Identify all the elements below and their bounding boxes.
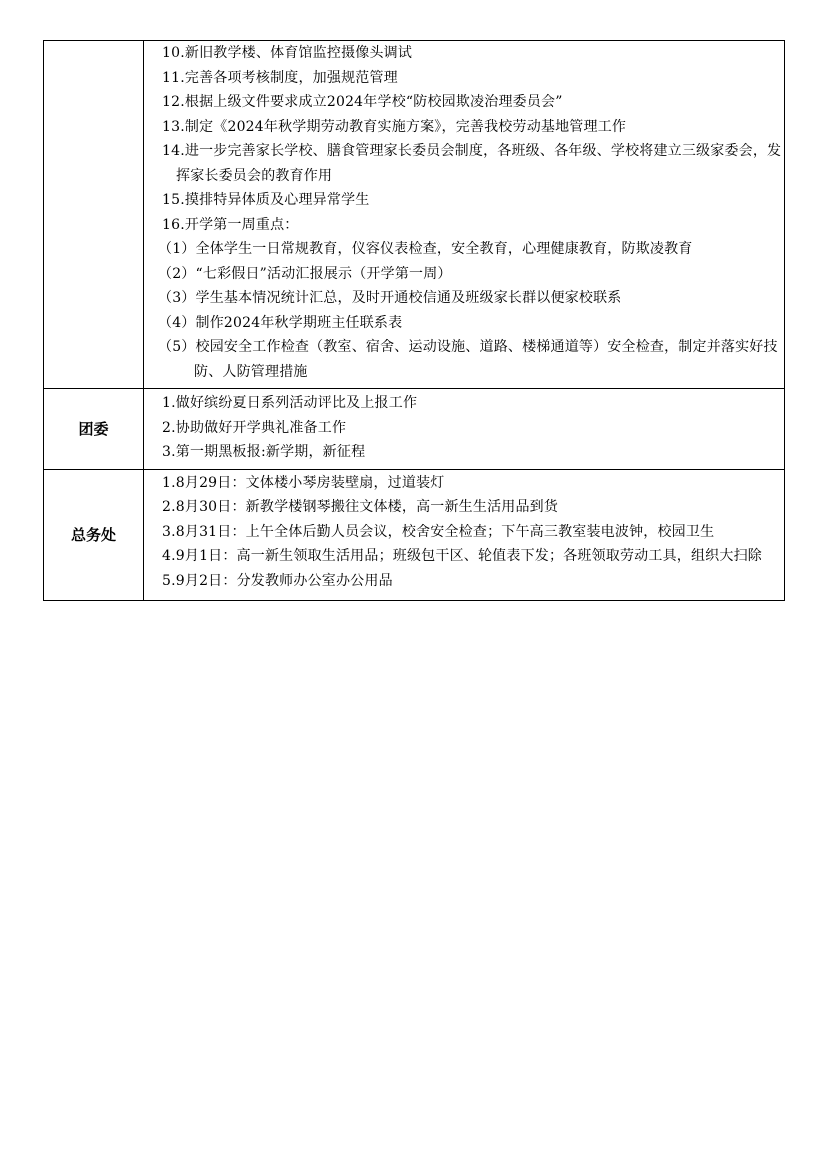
list-item: 5.9月2日：分发教师办公室办公用品: [162, 572, 393, 589]
list-item: 15.摸排特异体质及心理异常学生: [162, 192, 370, 208]
list-item: （3）学生基本情况统计汇总，及时开通校信通及班级家长群以便家校联系: [158, 290, 622, 306]
section-label: 总务处: [44, 469, 144, 601]
section-content: [144, 389, 785, 470]
table-row: [44, 389, 785, 470]
section-label-blank: [44, 41, 144, 389]
list-item: 1.做好缤纷夏日系列活动评比及上报工作: [162, 395, 418, 411]
list-item: 10.新旧教学楼、体育馆监控摄像头调试: [162, 45, 413, 61]
list-item: （1）全体学生一日常规教育，仪容仪表检查，安全教育，心理健康教育，防欺凌教育: [158, 241, 693, 257]
table-row: [44, 41, 785, 389]
list-item: 3.8月31日：上午全体后勤人员会议，校舍安全检查；下午高三教室装电波钟，校园卫生: [162, 523, 715, 540]
list-item: 2.协助做好开学典礼准备工作: [162, 419, 347, 436]
list-item: 12.根据上级文件要求成立2024年学校“防校园欺凌治理委员会”: [162, 94, 563, 110]
list-item: 4.9月1日：高一新生领取生活用品；班级包干区、轮值表下发；各班领取劳动工具，组织大扫除: [162, 548, 762, 564]
list-item: 16.开学第一周重点：: [162, 216, 299, 233]
section-content: [144, 41, 785, 389]
list-item: 11.完善各项考核制度，加强规范管理: [162, 69, 398, 86]
section-content: [144, 469, 785, 601]
list-item: 2.8月30日：新教学楼钢琴搬往文体楼，高一新生生活用品到货: [162, 499, 559, 515]
list-item: 14.进一步完善家长学校、膳食管理家长委员会制度，各班级、各年级、学校将建立三级家委会，发挥家长委员会的教育作用: [162, 143, 782, 184]
list-item: 1.8月29日：文体楼小琴房装壁扇，过道装灯: [162, 474, 445, 491]
list-item: （4）制作2024年秋学期班主任联系表: [158, 314, 403, 331]
list-item: 13.制定《2024年秋学期劳动教育实施方案》，完善我校劳动基地管理工作: [162, 118, 627, 135]
section-label: 团委: [44, 389, 144, 470]
table-row: [44, 469, 785, 601]
work-plan-table: [43, 40, 785, 601]
list-item: （2）“七彩假日”活动汇报展示（开学第一周）: [158, 265, 452, 282]
list-item: 3.第一期黑板报:新学期，新征程: [162, 444, 366, 460]
list-item: （5）校园安全工作检查（教室、宿舍、运动设施、道路、楼梯通道等）安全检查，制定并落实好技防、人防管理措施: [158, 339, 778, 380]
